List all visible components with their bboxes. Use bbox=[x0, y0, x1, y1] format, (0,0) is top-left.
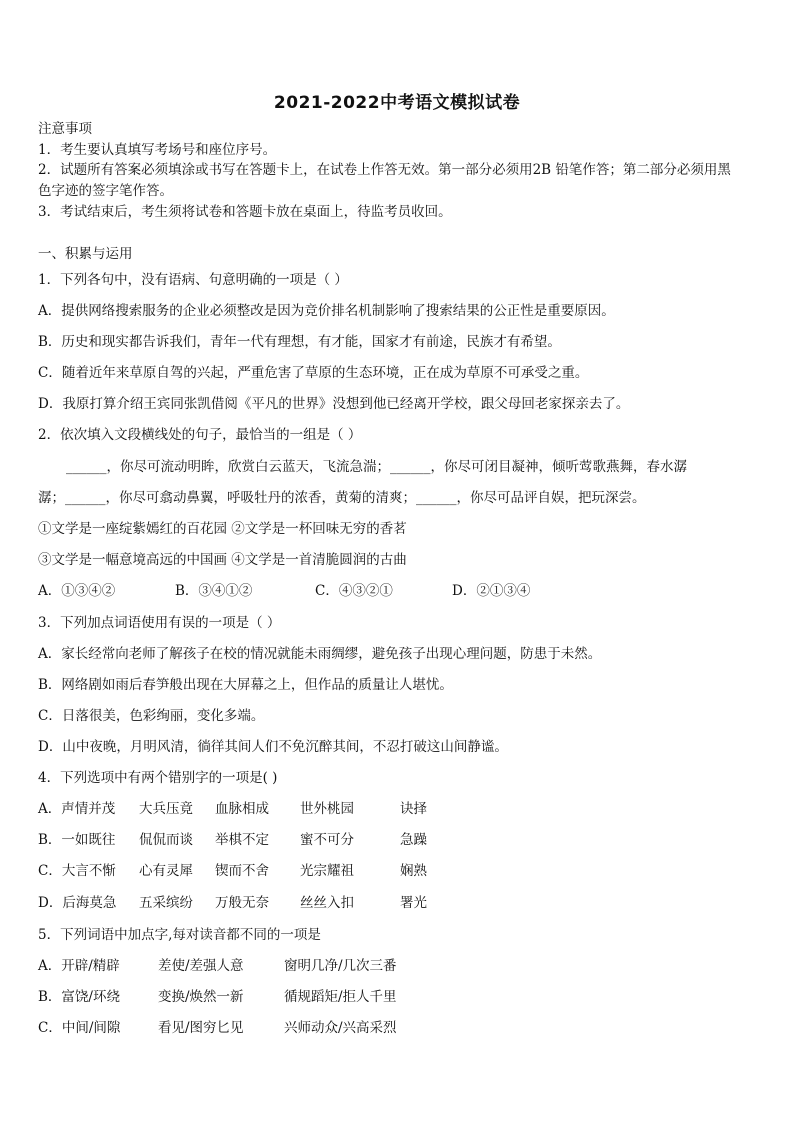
q1-option-c: C．随着近年来草原自驾的兴起，严重危害了草原的生态环境，正在成为草原不可承受之重。 bbox=[38, 365, 589, 381]
q4-cell: 万般无奈 bbox=[215, 895, 269, 911]
q5-cell: 循规蹈矩/拒人千里 bbox=[284, 989, 397, 1005]
q1-option-d: D．我原打算介绍王宾同张凯借阅《平凡的世界》没想到他已经离开学校，跟父母回老家探亲去了。 bbox=[38, 396, 630, 412]
q2-choices-line-2: ③文学是一幅意境高远的中国画 ④文学是一首清脆圆润的古曲 bbox=[38, 552, 407, 568]
q4-cell: 大兵压竟 bbox=[139, 801, 193, 817]
q4-cell: 急躁 bbox=[400, 832, 427, 848]
q4-cell: 五采缤纷 bbox=[139, 895, 193, 911]
q1-option-b: B．历史和现实都告诉我们，青年一代有理想，有才能，国家才有前途，民族才有希望。 bbox=[38, 334, 561, 350]
q4-cell: C．大言不惭 bbox=[38, 863, 116, 879]
q4-cell: D．后海莫急 bbox=[38, 895, 117, 911]
q2-option-d: D．②①③④ bbox=[452, 583, 531, 599]
q5-cell: 兴师动众/兴高采烈 bbox=[284, 1020, 397, 1036]
q2-choices-line-1: ①文学是一座绽紫嫣红的百花园 ②文学是一杯回味无穷的香茗 bbox=[38, 521, 407, 537]
q2-passage-line-2: 潺；______，你尽可翕动鼻翼，呼吸牡丹的浓香，黄菊的清爽；______，你尽可品评自娱，把玩深尝。 bbox=[38, 490, 646, 506]
q2-stem: 2．依次填入文段横线处的句子，最恰当的一组是（ ） bbox=[38, 427, 362, 443]
q5-stem: 5．下列词语中加点字,每对读音都不同的一项是 bbox=[38, 927, 321, 943]
q2-option-c: C．④③②① bbox=[315, 583, 393, 599]
q4-cell: 丝丝入扣 bbox=[300, 895, 354, 911]
q3-option-c: C．日落很美，色彩绚丽，变化多端。 bbox=[38, 708, 265, 724]
q4-cell: 锲而不舍 bbox=[215, 863, 269, 879]
q3-stem: 3．下列加点词语使用有误的一项是（ ） bbox=[38, 615, 281, 631]
q5-cell: C．中间/间隙 bbox=[38, 1020, 121, 1036]
q4-cell: A．声情并茂 bbox=[38, 801, 116, 817]
q4-cell: 娴熟 bbox=[400, 863, 427, 879]
q4-cell: B．一如既往 bbox=[38, 832, 116, 848]
q4-cell: 署光 bbox=[400, 895, 427, 911]
q4-cell: 举棋不定 bbox=[215, 832, 269, 848]
q3-option-a: A．家长经常向老师了解孩子在校的情况就能未雨绸缪，避免孩子出现心理问题，防患于未然。 bbox=[38, 646, 602, 662]
section-heading: 一、积累与运用 bbox=[38, 246, 133, 262]
q5-cell: 差使/差强人意 bbox=[158, 958, 244, 974]
q3-option-d: D．山中夜晚，月明风清，徜徉其间人们不免沉醉其间，不忍打破这山间静谧。 bbox=[38, 739, 508, 755]
q5-cell: 窗明几净/几次三番 bbox=[284, 958, 397, 974]
notice-item-3: 3．考试结束后，考生须将试卷和答题卡放在桌面上，待监考员收回。 bbox=[38, 204, 452, 220]
q1-stem: 1．下列各句中，没有语病、句意明确的一项是（ ） bbox=[38, 272, 348, 288]
q4-cell: 侃侃而谈 bbox=[139, 832, 193, 848]
notice-item-2: 2．试题所有答案必须填涂或书写在答题卡上，在试卷上作答无效。第一部分必须用2B 铅笔作答；第二部分必须用黑 bbox=[38, 162, 731, 178]
notice-item-2-cont: 色字迹的签字笔作答。 bbox=[38, 183, 173, 199]
q4-cell: 光宗耀祖 bbox=[300, 863, 354, 879]
page-title: 2021-2022中考语文模拟试卷 bbox=[273, 93, 521, 113]
q2-option-a: A．①③④② bbox=[38, 583, 116, 599]
q5-cell: B．富饶/环绕 bbox=[38, 989, 120, 1005]
notice-heading: 注意事项 bbox=[38, 121, 92, 137]
q1-option-a: A．提供网络搜索服务的企业必须整改是因为竞价排名机制影响了搜索结果的公正性是重要原因。 bbox=[38, 303, 615, 319]
notice-item-1: 1．考生要认真填写考场号和座位序号。 bbox=[38, 142, 277, 158]
q4-cell: 心有灵犀 bbox=[139, 863, 193, 879]
q4-stem: 4．下列选项中有两个错别字的一项是( ) bbox=[38, 770, 278, 786]
q4-cell: 血脉相成 bbox=[215, 801, 269, 817]
q5-cell: A．开辟/精辟 bbox=[38, 958, 120, 974]
q5-cell: 看见/图穷匕见 bbox=[158, 1020, 244, 1036]
q5-cell: 变换/焕然一新 bbox=[158, 989, 244, 1005]
q2-passage-line-1: ______，你尽可流动明眸，欣赏白云蓝天，飞流急湍；______，你尽可闭目凝神，倾听莺歌燕舞，春水潺 bbox=[66, 459, 687, 475]
q4-cell: 诀择 bbox=[400, 801, 427, 817]
q4-cell: 蜜不可分 bbox=[300, 832, 354, 848]
q4-cell: 世外桃园 bbox=[300, 801, 354, 817]
q2-option-b: B．③④①② bbox=[175, 583, 253, 599]
q3-option-b: B．网络剧如雨后春笋般出现在大屏幕之上，但作品的质量让人堪忧。 bbox=[38, 677, 453, 693]
